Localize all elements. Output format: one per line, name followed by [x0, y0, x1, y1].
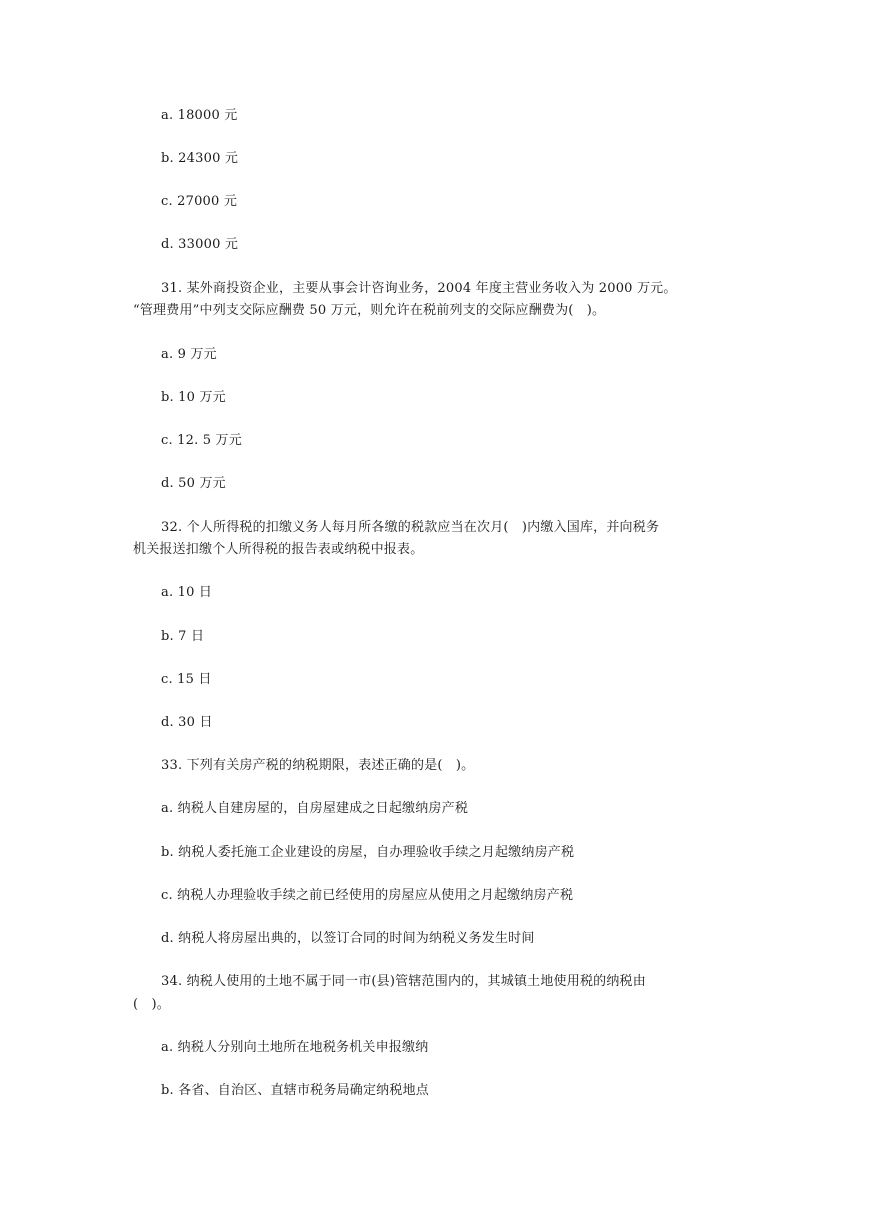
option-line: b. 10 万元 [161, 390, 226, 405]
option-line: a. 纳税人自建房屋的，自房屋建成之日起缴纳房产税 [161, 801, 469, 816]
option-line: b. 各省、自治区、直辖市税务局确定纳税地点 [161, 1083, 429, 1098]
option-line: c. 纳税人办理验收手续之前已经使用的房屋应从使用之月起缴纳房产税 [161, 888, 574, 903]
option-line: b. 7 日 [161, 629, 205, 644]
option-line: d. 33000 元 [161, 237, 239, 252]
option-line: d. 纳税人将房屋出典的，以签订合同的时间为纳税义务发生时间 [161, 931, 535, 946]
option-line: a. 10 日 [161, 585, 213, 600]
option-line: d. 50 万元 [161, 476, 226, 491]
question-31-line-2: “管理费用”中列支交际应酬费 50 万元，则允许在税前列支的交际应酬费为( )。 [133, 303, 606, 318]
question-32-line-1: 32. 个人所得税的扣缴义务人每月所各缴的税款应当在次月( )内缴入国库，并向税务 [161, 520, 660, 535]
question-33-line-1: 33. 下列有关房产税的纳税期限，表述正确的是( )。 [161, 758, 475, 773]
question-32-line-2: 机关报送扣缴个人所得税的报告表或纳税中报表。 [133, 542, 424, 557]
option-line: b. 24300 元 [161, 151, 239, 166]
option-line: b. 纳税人委托施工企业建设的房屋，自办理验收手续之月起缴纳房产税 [161, 845, 575, 860]
option-line: c. 15 日 [161, 672, 212, 687]
option-line: d. 30 日 [161, 715, 213, 730]
option-line: a. 纳税人分别向土地所在地税务机关申报缴纳 [161, 1040, 429, 1055]
question-34-line-1: 34. 纳税人使用的土地不属于同一市(县)管辖范围内的，其城镇土地使用税的纳税由 [161, 974, 646, 989]
question-34-line-2: ( )。 [133, 997, 170, 1012]
option-line: c. 12. 5 万元 [161, 433, 242, 448]
option-line: c. 27000 元 [161, 194, 238, 209]
question-31-line-1: 31. 某外商投资企业，主要从事会计咨询业务，2004 年度主营业务收入为 2000 万元。 [161, 281, 677, 296]
option-line: a. 9 万元 [161, 347, 217, 362]
option-line: a. 18000 元 [161, 108, 238, 123]
